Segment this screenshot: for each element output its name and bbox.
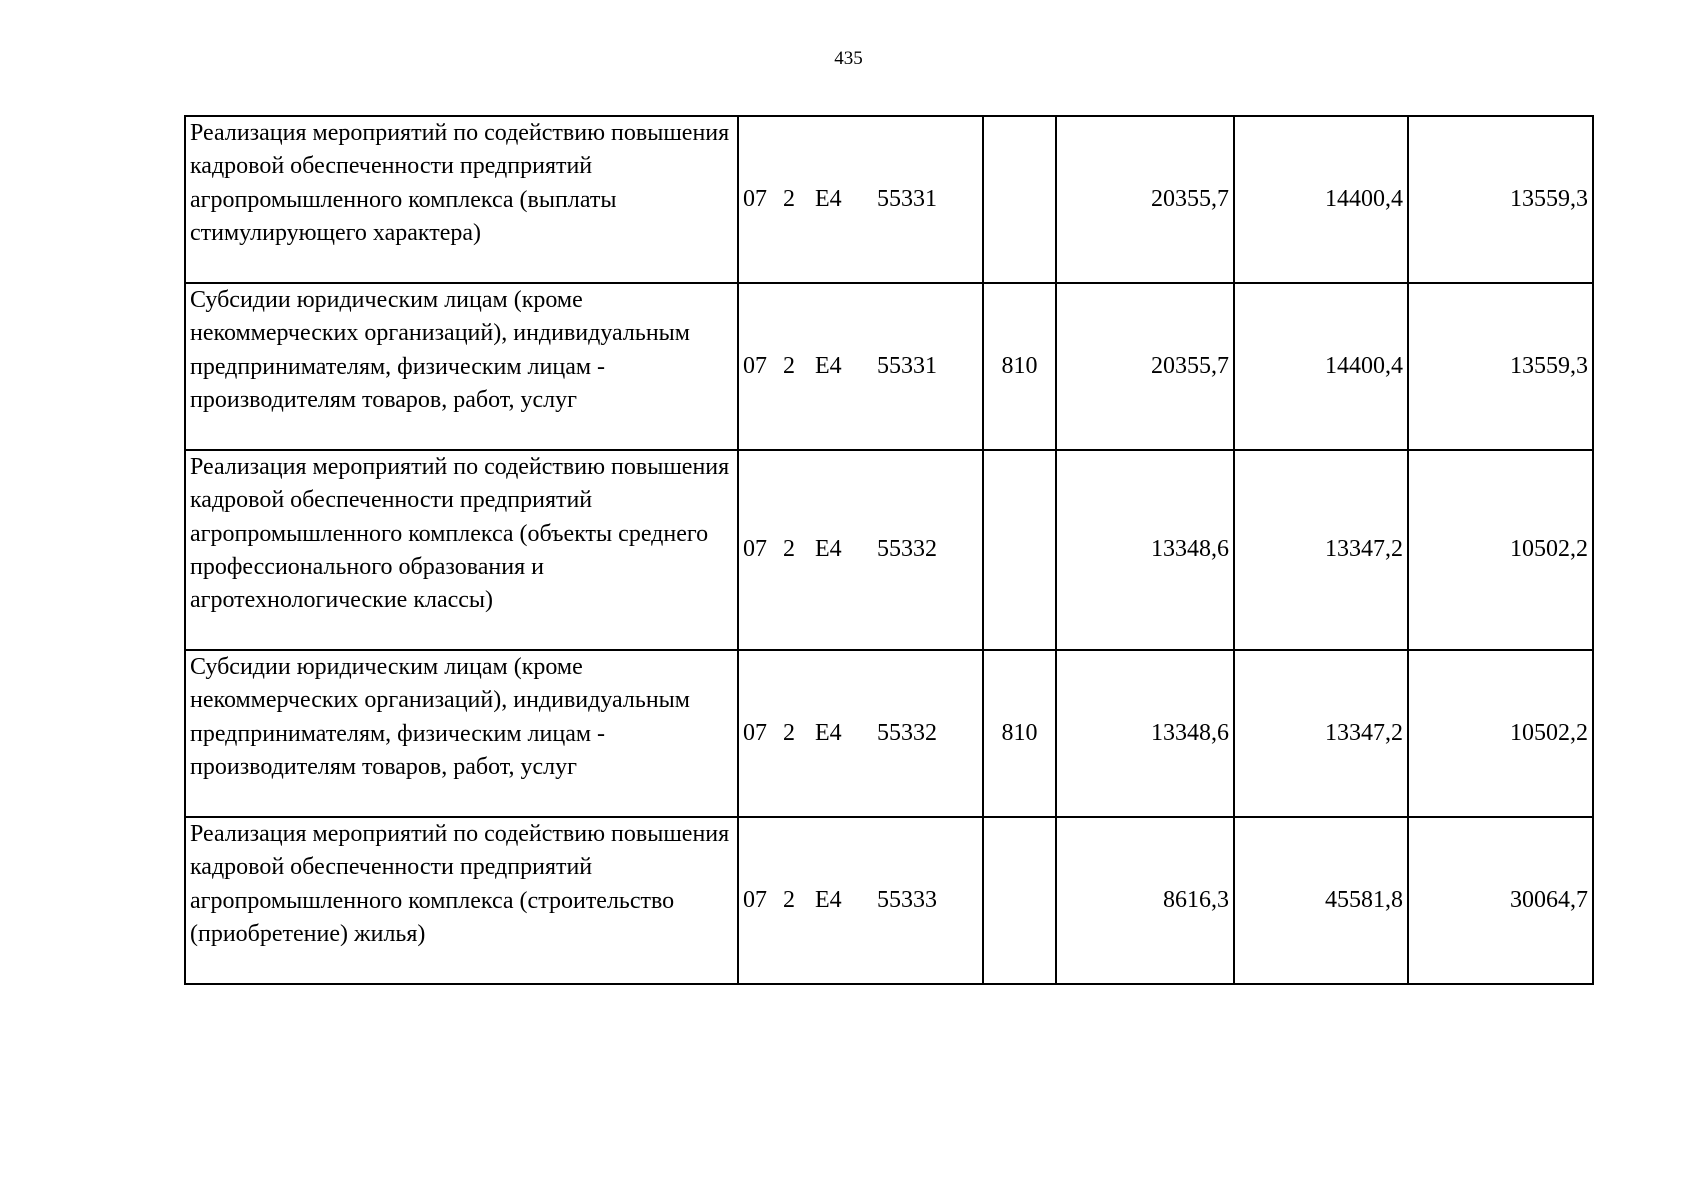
row-description: Реализация мероприятий по содействию повышения кадровой обеспеченности предприятий агропромышленного комплекса (выплаты стимулирующего характера) — [185, 116, 738, 283]
direction-code: Е4 — [815, 719, 842, 746]
amount-year-1: 13348,6 — [1056, 450, 1234, 650]
amount-year-1: 8616,3 — [1056, 817, 1234, 984]
amount-year-1: 13348,6 — [1056, 650, 1234, 817]
program-code: 2 — [783, 886, 795, 913]
table-row — [185, 817, 1593, 984]
expense-type-code: 810 — [983, 650, 1056, 817]
row-description: Реализация мероприятий по содействию повышения кадровой обеспеченности предприятий агропромышленного комплекса (строительство (приобретение) жилья) — [185, 817, 738, 984]
classification-code — [738, 116, 983, 283]
table-row — [185, 450, 1593, 650]
table-row — [185, 650, 1593, 817]
classification-code — [738, 450, 983, 650]
classification-code — [738, 650, 983, 817]
direction-code: Е4 — [815, 185, 842, 212]
row-description: Субсидии юридическим лицам (кроме некоммерческих организаций), индивидуальным предпринимателям, физическим лицам - производителям товаров, работ, услуг — [185, 283, 738, 450]
section-code: 07 — [743, 185, 767, 212]
expense-code: 55333 — [877, 886, 937, 913]
expense-code: 55331 — [877, 352, 937, 379]
expense-type-code: 810 — [983, 283, 1056, 450]
amount-year-2: 14400,4 — [1234, 283, 1408, 450]
amount-year-3: 13559,3 — [1408, 116, 1593, 283]
amount-year-3: 10502,2 — [1408, 450, 1593, 650]
section-code: 07 — [743, 886, 767, 913]
section-code: 07 — [743, 536, 767, 563]
section-code: 07 — [743, 352, 767, 379]
direction-code: Е4 — [815, 352, 842, 379]
table-row — [185, 116, 1593, 283]
classification-code — [738, 817, 983, 984]
expense-code: 55331 — [877, 185, 937, 212]
amount-year-3: 30064,7 — [1408, 817, 1593, 984]
program-code: 2 — [783, 536, 795, 563]
amount-year-2: 45581,8 — [1234, 817, 1408, 984]
row-description: Субсидии юридическим лицам (кроме некоммерческих организаций), индивидуальным предпринимателям, физическим лицам - производителям товаров, работ, услуг — [185, 650, 738, 817]
expense-code: 55332 — [877, 719, 937, 746]
amount-year-2: 13347,2 — [1234, 650, 1408, 817]
direction-code: Е4 — [815, 536, 842, 563]
amount-year-3: 13559,3 — [1408, 283, 1593, 450]
program-code: 2 — [783, 185, 795, 212]
amount-year-1: 20355,7 — [1056, 116, 1234, 283]
amount-year-2: 13347,2 — [1234, 450, 1408, 650]
expense-type-code — [983, 116, 1056, 283]
expense-code: 55332 — [877, 536, 937, 563]
section-code: 07 — [743, 719, 767, 746]
amount-year-3: 10502,2 — [1408, 650, 1593, 817]
program-code: 2 — [783, 352, 795, 379]
row-description: Реализация мероприятий по содействию повышения кадровой обеспеченности предприятий агропромышленного комплекса (объекты среднего профессионального образования и агротехнологические классы) — [185, 450, 738, 650]
direction-code: Е4 — [815, 886, 842, 913]
table-row — [185, 283, 1593, 450]
expense-type-code — [983, 450, 1056, 650]
classification-code — [738, 283, 983, 450]
program-code: 2 — [783, 719, 795, 746]
amount-year-2: 14400,4 — [1234, 116, 1408, 283]
page-number: 435 — [834, 48, 863, 69]
amount-year-1: 20355,7 — [1056, 283, 1234, 450]
expense-type-code — [983, 817, 1056, 984]
budget-table — [184, 115, 1594, 985]
